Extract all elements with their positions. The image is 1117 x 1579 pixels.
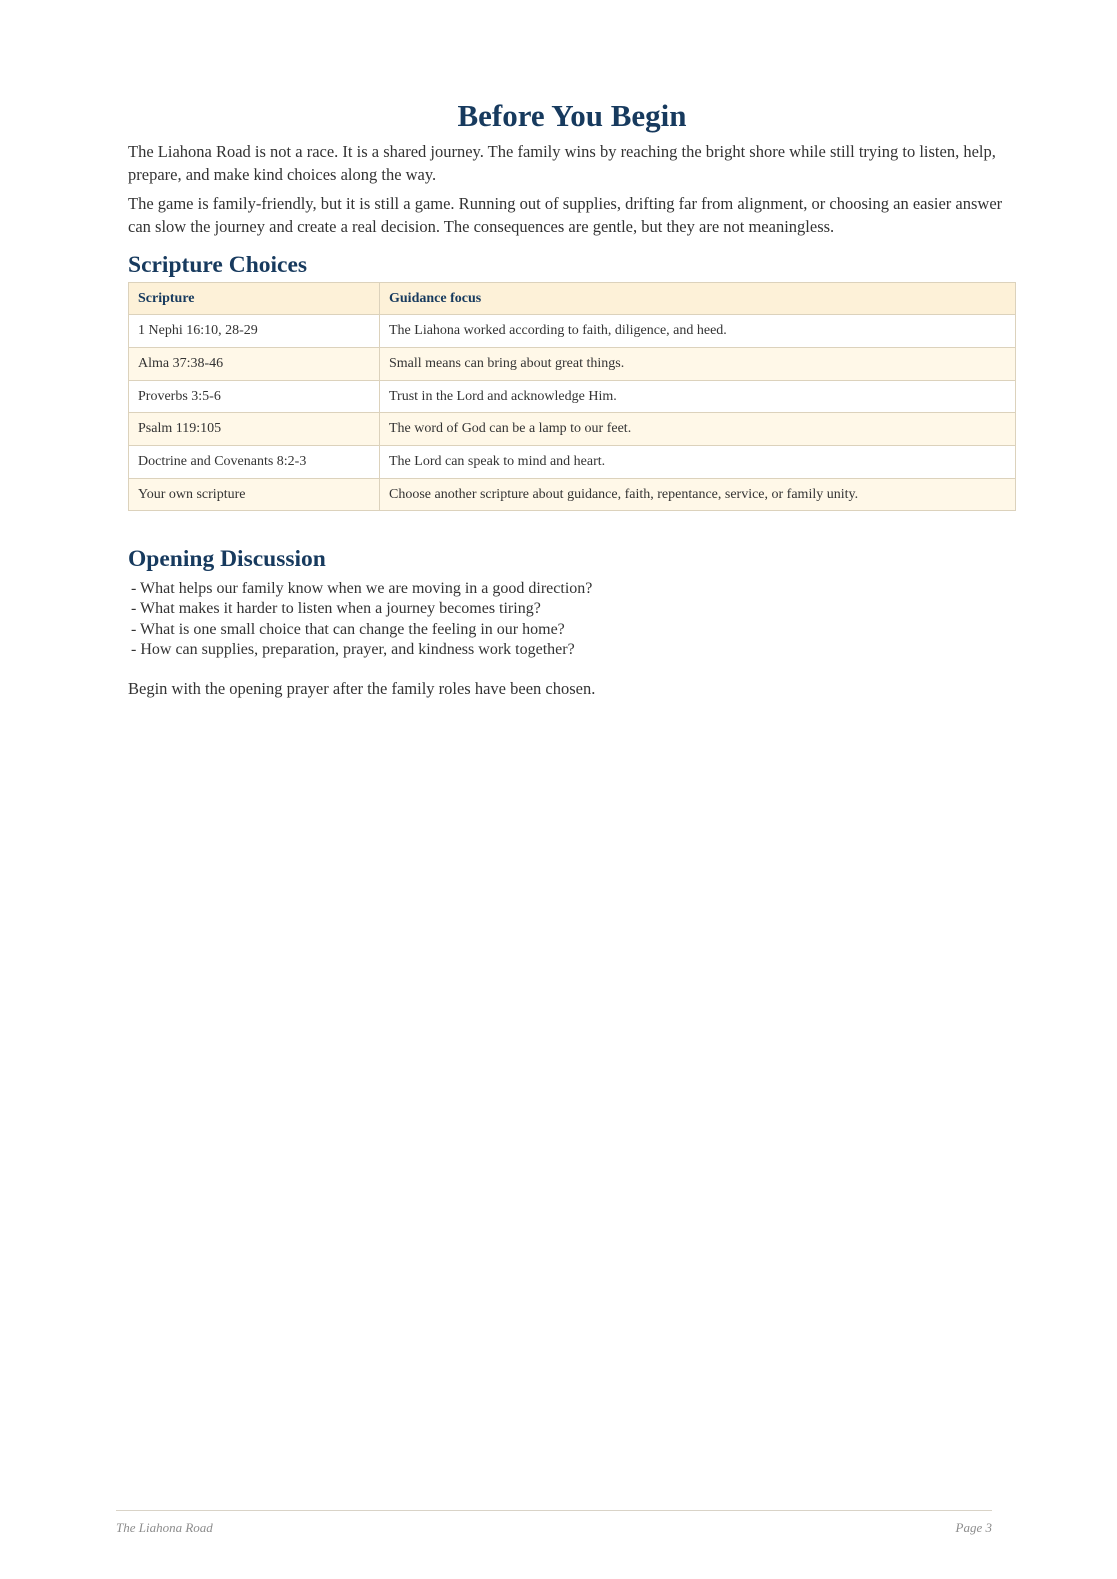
intro-paragraph-1: The Liahona Road is not a race. It is a shared journey. The family wins by reaching the bright shore while still trying to listen, help, prepare, and make kind choices along the way. bbox=[128, 142, 996, 184]
table-header-row bbox=[129, 282, 1016, 315]
scripture-table bbox=[128, 282, 1016, 512]
scripture-reference: Proverbs 3:5-6 bbox=[129, 380, 380, 413]
table-row bbox=[129, 315, 1016, 348]
guidance-focus: The Lord can speak to mind and heart. bbox=[380, 446, 1016, 479]
page-footer bbox=[116, 1510, 992, 1536]
table-row bbox=[129, 478, 1016, 511]
discussion-question: - What helps our family know when we are moving in a good direction? bbox=[131, 579, 1016, 600]
page-title: Before You Begin bbox=[457, 98, 687, 133]
scripture-reference: 1 Nephi 16:10, 28-29 bbox=[129, 315, 380, 348]
table-row bbox=[129, 380, 1016, 413]
guidance-focus: The word of God can be a lamp to our feet. bbox=[380, 413, 1016, 446]
scripture-reference: Psalm 119:105 bbox=[129, 413, 380, 446]
closing-instruction: Begin with the opening prayer after the family roles have been chosen. bbox=[128, 678, 596, 698]
table-row bbox=[129, 348, 1016, 381]
column-header-scripture: Scripture bbox=[129, 282, 380, 315]
guidance-focus: Trust in the Lord and acknowledge Him. bbox=[380, 380, 1016, 413]
discussion-question: - How can supplies, preparation, prayer, and kindness work together? bbox=[131, 640, 1016, 661]
table-row bbox=[129, 446, 1016, 479]
footer-document-title: The Liahona Road bbox=[116, 1520, 213, 1535]
table-row bbox=[129, 413, 1016, 446]
column-header-guidance-focus: Guidance focus bbox=[380, 282, 1016, 315]
opening-discussion-heading: Opening Discussion bbox=[128, 546, 326, 573]
guidance-focus: The Liahona worked according to faith, diligence, and heed. bbox=[380, 315, 1016, 348]
footer-page-number: Page 3 bbox=[955, 1520, 992, 1535]
scripture-reference: Your own scripture bbox=[129, 478, 380, 511]
discussion-question: - What is one small choice that can change the feeling in our home? bbox=[131, 620, 1016, 641]
page-content bbox=[128, 96, 1016, 700]
discussion-question: - What makes it harder to listen when a journey becomes tiring? bbox=[131, 599, 1016, 620]
scripture-reference: Alma 37:38-46 bbox=[129, 348, 380, 381]
scripture-choices-heading: Scripture Choices bbox=[128, 252, 308, 279]
guidance-focus: Small means can bring about great things. bbox=[380, 348, 1016, 381]
intro-paragraph-2: The game is family-friendly, but it is still a game. Running out of supplies, drifting far from alignment, or choosing an easier answer can slow the journey and create a real decision. The consequences are gentle, but they are not meaningless. bbox=[128, 194, 1003, 236]
scripture-reference: Doctrine and Covenants 8:2-3 bbox=[129, 446, 380, 479]
discussion-question-list bbox=[131, 579, 1016, 661]
guidance-focus: Choose another scripture about guidance, faith, repentance, service, or family unity. bbox=[380, 478, 1016, 511]
